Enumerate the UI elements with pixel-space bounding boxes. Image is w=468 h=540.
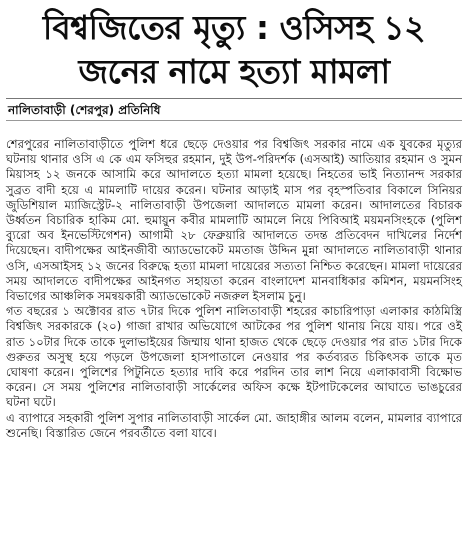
headline-line-1: বিশ্বজিতের মৃত্যু : ওসিসহ ১২	[42, 8, 426, 47]
article-body	[6, 137, 462, 441]
headline-line-2: জনের নামে হত্যা মামলা	[78, 52, 390, 91]
headline	[6, 6, 462, 94]
headline-divider	[6, 98, 462, 99]
byline-divider	[6, 120, 462, 121]
byline: নালিতাবাড়ী (শেরপুর) প্রতিনিধি	[8, 103, 161, 117]
article-paragraph-2: গত বছরের ১ অক্টোবর রাত ৭টার দিকে পুলিশ নালিতাবাড়ী শহরের কাচারিপাড়া এলাকার কাঠমিস্ত্রি বিশ্বজিৎ সরকারকে (২০) গাজা রাখার অভিযোগে আটকের পর পুলিশ থানায় নিয়ে যায়। পরে ওই রাত ১০টার দিকে তাকে দুলাভাইয়ের জিম্মায় থানা হাজত থেকে ছেড়ে দেওয়ার পর রাত ১টার দিকে গুরুতর অসুস্থ হয়ে পড়লে উপজেলা হাসপাতালে নেওয়ার পর কর্তব্যরত চিকিৎসক তাকে মৃত ঘোষণা করেন। পুলিশের পিটুনিতে হত্যার দাবি করে পরদিন তার লাশ নিয়ে এলাকাবাসী বিক্ষোভ করেন। সে সময় পুলিশের নালিতাবাড়ী সার্কেলের অফিস কক্ষে ইটপাটকেলের আঘাতে ভাঙচুরের ঘটনা ঘটে।	[6, 304, 462, 410]
article-paragraph-1: শেরপুরের নালিতাবাড়ীতে পুলিশ ধরে ছেড়ে দেওয়ার পর বিশ্বজিৎ সরকার নামে এক যুবকের মৃত্যুর ঘটনায় থানার ওসি এ কে এম ফসিহুর রহমান, দুই উপ-পরিদর্শক (এসআই) আতিয়ার রহমান ও সুমন মিয়াসহ ১২ জনকে আসামি করে আদালতে হত্যা মামলা হয়েছে। নিহতের ভাই নিত্যানন্দ সরকার সুব্রত বাদী হয়ে এ মামলাটি দায়ের করেন। ঘটনার আড়াই মাস পর বৃহস্পতিবার বিকালে সিনিয়র জুডিশিয়াল ম্যাজিস্ট্রেট-২ নালিতাবাড়ী উপজেলা আদালতে মামলা করেন। আদালতের বিচারক উর্ধ্বতন বিচারিক হাকিম মো. হুমায়ুন কবীর মামলাটি আমলে নিয়ে পিবিআই ময়মনসিংহকে (পুলিশ ব্যুরো অব ইনভেস্টিগেশন) আগামী ২৮ ফেব্রুয়ারি আদালতে তদন্ত প্রতিবেদন দাখিলের নির্দেশ দিয়েছেন। বাদীপক্ষের আইনজীবী অ্যাডভোকেট মমতাজ উদ্দিন মুন্না আদালতে নালিতাবাড়ী থানার ওসি, এসআইসহ ১২ জনের বিরুদ্ধে হত্যা মামলা দায়েরের সত্যতা নিশ্চিত করেছেন। মামলা দায়েরের সময় আদালতে বাদীপক্ষের আইনগত সহায়তা করেন বাংলাদেশ মানবাধিকার কমিশন, ময়মনসিংহ বিভাগের আঞ্চলিক সমন্বয়কারী অ্যাডভোকেট নজরুল ইসলাম চুনু।	[6, 137, 462, 304]
article-paragraph-3: এ ব্যাপারে সহকারী পুলিশ সুপার নালিতাবাড়ী সার্কেল মো. জাহাঙ্গীর আলম বলেন, মামলার ব্যাপারে শুনেছি। বিস্তারিত জেনে পরবর্তীতে বলা যাবে।	[6, 410, 462, 440]
